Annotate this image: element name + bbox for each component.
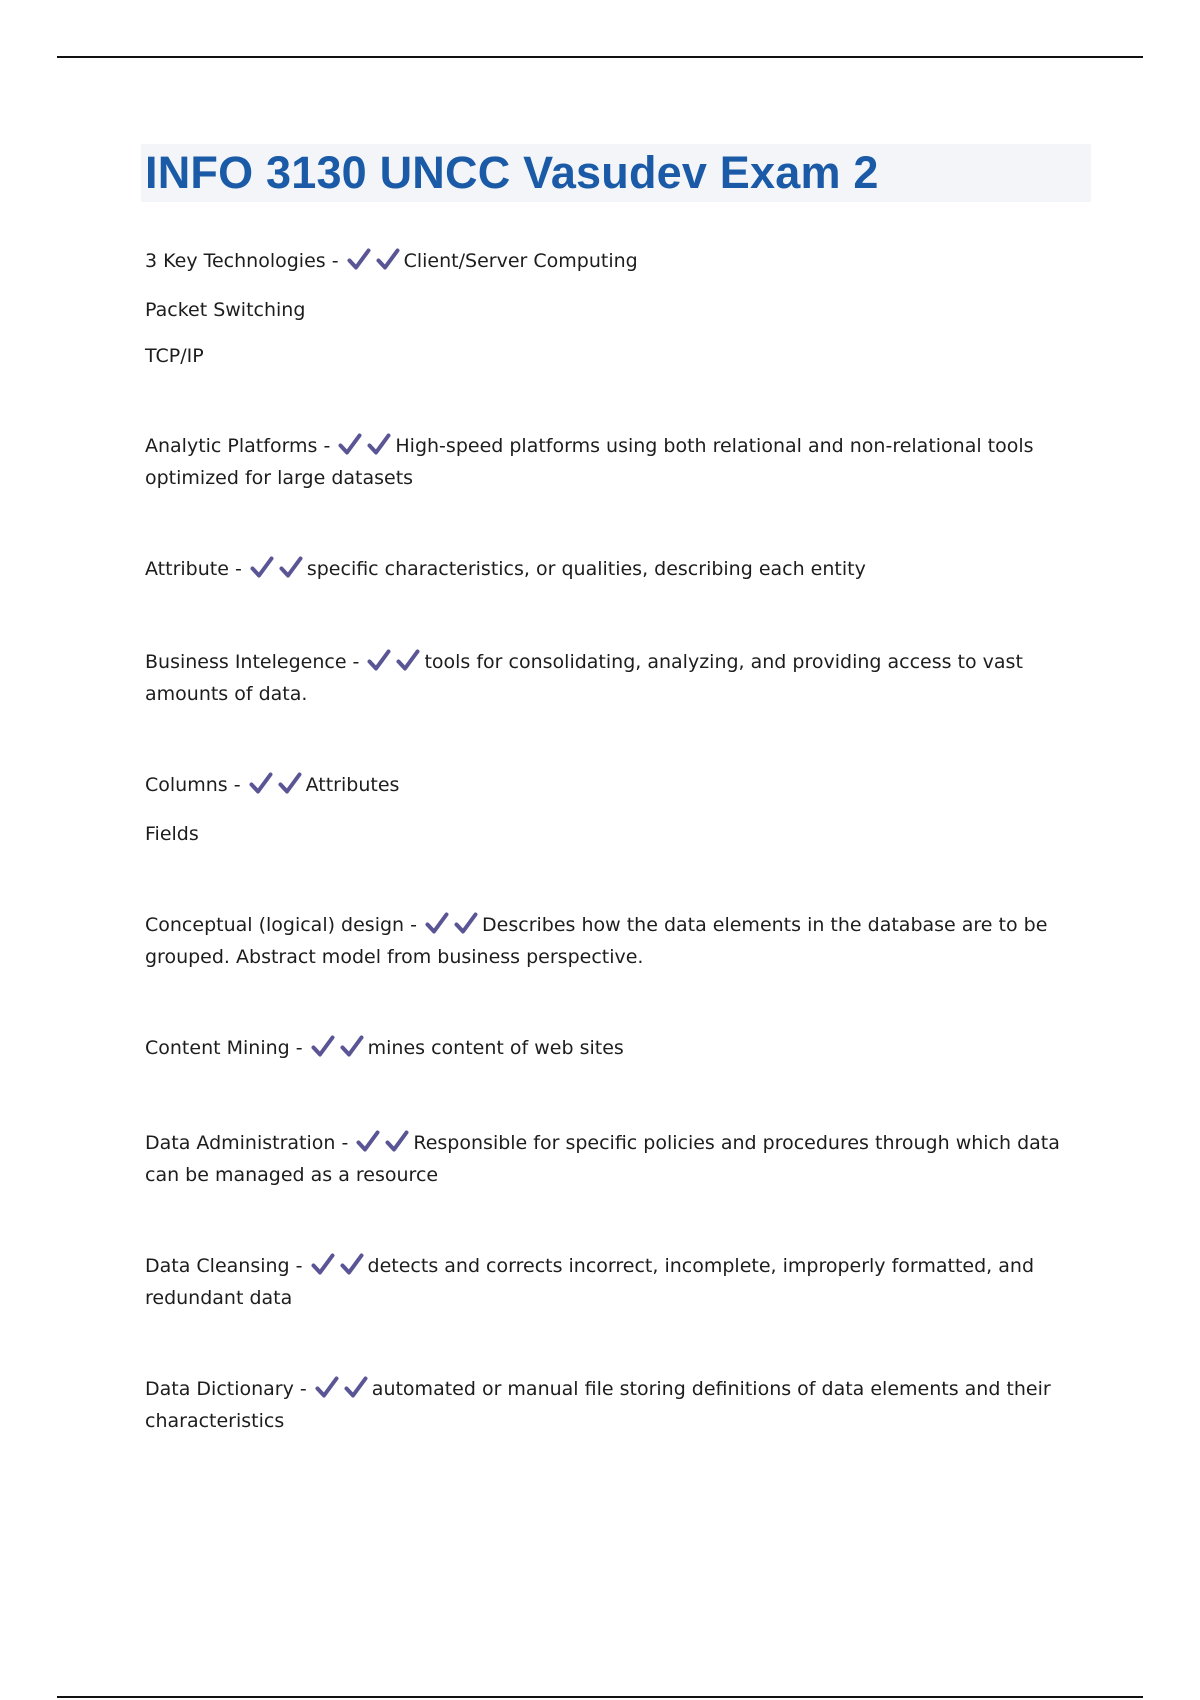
check-marks: [249, 772, 302, 803]
entry-line: [145, 1034, 1095, 1066]
check-marks: [356, 1130, 409, 1161]
entry-definition: detects and corrects incorrect, incomplete, improperly formatted, and redundant data: [145, 1255, 1035, 1309]
entry-separator: -: [293, 1378, 313, 1400]
definition-entry: [145, 555, 1095, 587]
entry-extra-line: TCP/IP: [145, 345, 204, 367]
entry-separator: -: [317, 435, 337, 457]
entry-separator: -: [404, 914, 424, 936]
entry-term: Conceptual (logical) design: [145, 914, 405, 936]
entry-separator: -: [289, 1037, 309, 1059]
entry-term: Data Administration: [145, 1132, 336, 1154]
check-marks: [425, 912, 478, 943]
entry-definition: automated or manual file storing definitions of data elements and their characteristics: [145, 1378, 1051, 1432]
entry-definition: specific characteristics, or qualities, describing each entity: [306, 558, 866, 580]
entry-term: Columns: [145, 774, 228, 796]
entry-separator: -: [289, 1255, 309, 1277]
check-mark-icon: [454, 912, 478, 934]
entry-line: [145, 555, 1095, 587]
definition-entry: [145, 432, 1095, 493]
entry-definition: tools for consolidating, analyzing, and providing access to vast amounts of data.: [145, 651, 1023, 705]
check-marks: [367, 649, 420, 680]
definition-entry: [145, 911, 1095, 972]
entry-term: 3 Key Technologies: [145, 250, 326, 272]
check-mark-icon: [367, 433, 391, 455]
entry-term: Data Cleansing: [145, 1255, 290, 1277]
check-marks: [338, 433, 391, 464]
check-mark-icon: [311, 1253, 335, 1275]
check-mark-icon: [344, 1376, 368, 1398]
entry-line: [145, 432, 1095, 493]
check-mark-icon: [250, 556, 274, 578]
definition-entry: [145, 648, 1095, 709]
check-marks: [315, 1376, 368, 1407]
check-mark-icon: [425, 912, 449, 934]
entry-extra-line: Fields: [145, 823, 199, 845]
check-mark-icon: [249, 772, 273, 794]
definition-entry: [145, 1129, 1095, 1190]
entry-definition: Attributes: [305, 774, 400, 796]
entry-term: Content Mining: [145, 1037, 290, 1059]
check-marks: [347, 248, 400, 279]
entry-separator: -: [228, 558, 248, 580]
entry-term: Attribute: [145, 558, 229, 580]
entry-line: [145, 648, 1095, 709]
entry-definition: High-speed platforms using both relational and non-relational tools optimized for large datasets: [145, 435, 1034, 489]
check-mark-icon: [376, 248, 400, 270]
entry-line: [145, 1375, 1095, 1436]
entry-line: [145, 247, 1095, 279]
check-mark-icon: [311, 1035, 335, 1057]
definition-entry: [145, 247, 1095, 371]
check-marks: [311, 1035, 364, 1066]
definition-entry: [145, 771, 1095, 849]
top-rule: [57, 56, 1143, 58]
entry-term: Analytic Platforms: [145, 435, 318, 457]
entry-term: Data Dictionary: [145, 1378, 294, 1400]
check-mark-icon: [385, 1130, 409, 1152]
entry-definition: Client/Server Computing: [403, 250, 638, 272]
entry-separator: -: [227, 774, 247, 796]
check-mark-icon: [338, 433, 362, 455]
entry-term: Business Intelegence: [145, 651, 347, 673]
entry-separator: -: [325, 250, 345, 272]
bottom-rule: [57, 1696, 1143, 1698]
check-mark-icon: [367, 649, 391, 671]
entry-separator: -: [346, 651, 366, 673]
entry-extra-line: Packet Switching: [145, 299, 306, 321]
page-title: INFO 3130 UNCC Vasudev Exam 2: [145, 147, 879, 198]
check-mark-icon: [340, 1253, 364, 1275]
check-mark-icon: [279, 556, 303, 578]
entry-definition: Responsible for specific policies and procedures through which data can be managed as a resource: [145, 1132, 1060, 1186]
check-mark-icon: [347, 248, 371, 270]
entry-definition: Describes how the data elements in the database are to be grouped. Abstract model from business perspective.: [145, 914, 1048, 968]
entry-definition: mines content of web sites: [367, 1037, 624, 1059]
entry-line: [145, 1252, 1095, 1313]
definition-entry: [145, 1034, 1095, 1066]
definition-entry: [145, 1375, 1095, 1436]
check-marks: [250, 556, 303, 587]
check-mark-icon: [396, 649, 420, 671]
check-marks: [311, 1253, 364, 1284]
check-mark-icon: [315, 1376, 339, 1398]
entry-line: [145, 1129, 1095, 1190]
definition-entry: [145, 1252, 1095, 1313]
entry-line: [145, 911, 1095, 972]
check-mark-icon: [278, 772, 302, 794]
check-mark-icon: [356, 1130, 380, 1152]
entry-line: [145, 771, 1095, 803]
check-mark-icon: [340, 1035, 364, 1057]
entry-separator: -: [335, 1132, 355, 1154]
